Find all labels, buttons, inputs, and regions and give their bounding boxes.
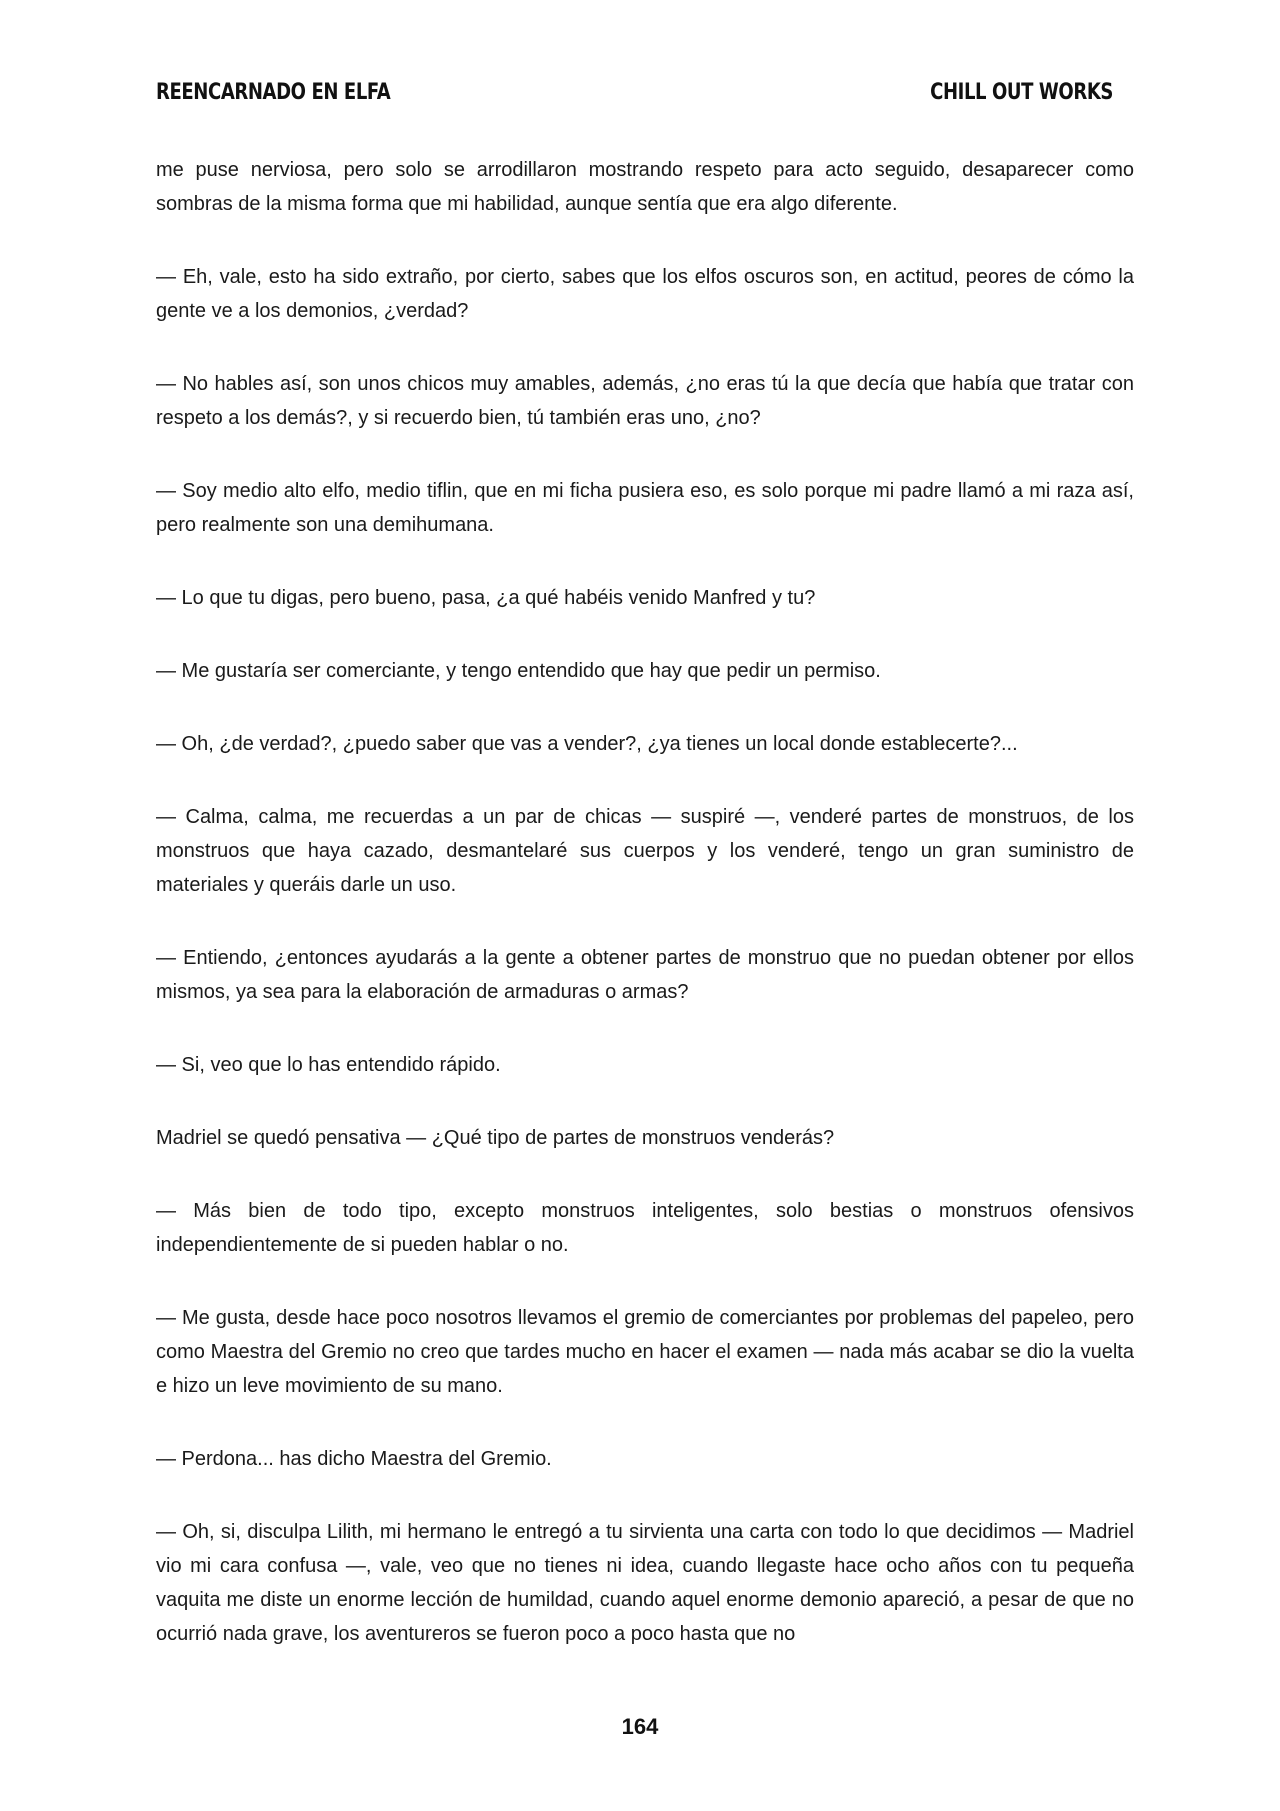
paragraph: — Soy medio alto elfo, medio tiflin, que en mi ficha pusiera eso, es solo porque mi padre llamó a mi raza así, pero realmente son una demihumana.: [156, 480, 1134, 536]
paragraph: — Si, veo que lo has entendido rápido.: [156, 1054, 501, 1076]
running-header: [156, 76, 1113, 108]
paragraph: — Oh, si, disculpa Lilith, mi hermano le entregó a tu sirvienta una carta con todo lo que decidimos — Madriel vio mi cara confusa —, vale, veo que no tienes ni idea, cuando llegaste hace ocho años con tu pequeña vaquita me diste un enorme lección de humildad, cuando aquel enorme demonio apareció, a pesar de que no ocurrió nada grave, los aventureros se fueron poco a poco hasta que no: [156, 1521, 1134, 1645]
page-number: 164: [621, 1714, 659, 1739]
paragraph: — Más bien de todo tipo, excepto monstruos inteligentes, solo bestias o monstruos ofensivos independientemente de si pueden hablar o no.: [156, 1200, 1134, 1256]
body-text: [156, 153, 1134, 1690]
paragraph: — Eh, vale, esto ha sido extraño, por cierto, sabes que los elfos oscuros son, en actitud, peores de cómo la gente ve a los demonios, ¿verdad?: [156, 266, 1134, 322]
paragraph: — Perdona... has dicho Maestra del Gremio.: [156, 1448, 552, 1470]
header-publisher: CHILL OUT WORKS: [930, 79, 1113, 105]
paragraph: — No hables así, son unos chicos muy amables, además, ¿no eras tú la que decía que había que tratar con respeto a los demás?, y si recuerdo bien, tú también eras uno, ¿no?: [156, 373, 1134, 429]
header-book-title: REENCARNADO EN ELFA: [156, 79, 391, 105]
paragraph: Madriel se quedó pensativa — ¿Qué tipo de partes de monstruos venderás?: [156, 1127, 835, 1149]
paragraph: — Me gusta, desde hace poco nosotros llevamos el gremio de comerciantes por problemas del papeleo, pero como Maestra del Gremio no creo que tardes mucho en hacer el examen — nada más acabar se dio la vuelta e hizo un leve movimiento de su mano.: [156, 1307, 1134, 1397]
paragraph: me puse nerviosa, pero solo se arrodillaron mostrando respeto para acto seguido, desaparecer como sombras de la misma forma que mi habilidad, aunque sentía que era algo diferente.: [156, 159, 1134, 215]
paragraph: — Me gustaría ser comerciante, y tengo entendido que hay que pedir un permiso.: [156, 660, 881, 682]
paragraph: — Entiendo, ¿entonces ayudarás a la gente a obtener partes de monstruo que no puedan obtener por ellos mismos, ya sea para la elaboración de armaduras o armas?: [156, 947, 1134, 1003]
paragraph: — Calma, calma, me recuerdas a un par de chicas — suspiré —, venderé partes de monstruos, de los monstruos que haya cazado, desmantelaré sus cuerpos y los venderé, tengo un gran suministro de materiales y queráis darle un uso.: [156, 806, 1134, 896]
paragraph: — Lo que tu digas, pero bueno, pasa, ¿a qué habéis venido Manfred y tu?: [156, 587, 816, 609]
paragraph: — Oh, ¿de verdad?, ¿puedo saber que vas a vender?, ¿ya tienes un local donde establecerte?...: [156, 733, 1018, 755]
